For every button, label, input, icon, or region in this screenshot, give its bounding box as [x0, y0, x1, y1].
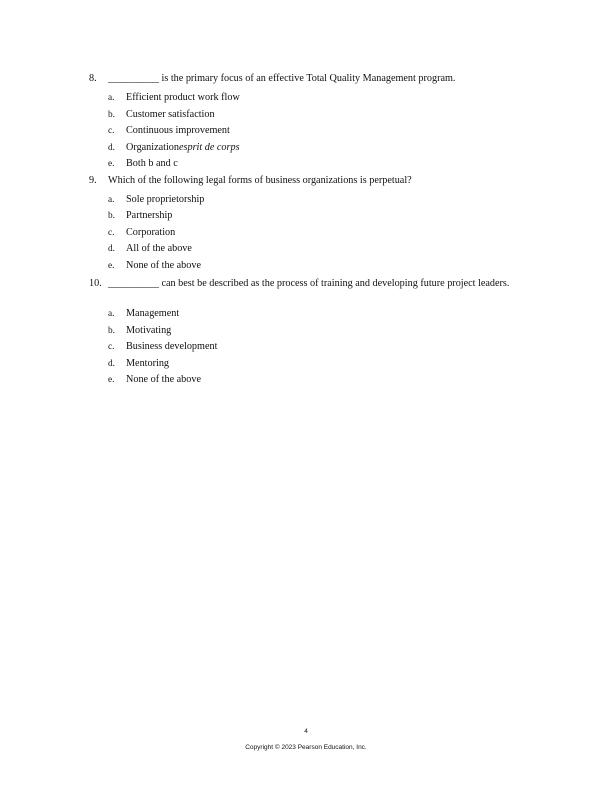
- option-letter: a.: [108, 309, 115, 319]
- option-letter: e.: [108, 260, 115, 271]
- copyright-notice: Copyright © 2023 Pearson Education, Inc.: [245, 744, 367, 751]
- option-e: [108, 373, 201, 386]
- question-number: 9.: [89, 175, 97, 186]
- option-text: Corporation: [126, 226, 176, 238]
- option-b: [108, 324, 171, 337]
- option-text-italic: esprit de corps: [179, 141, 240, 153]
- question-8: [89, 73, 529, 86]
- option-text: Sole proprietorship: [126, 193, 205, 205]
- option-text: All of the above: [126, 243, 192, 254]
- option-text: Efficient product work flow: [126, 92, 240, 103]
- question-stem: Which of the following legal forms of business organizations is perpetual?: [108, 175, 412, 186]
- option-d: [108, 357, 169, 370]
- option-a: [108, 307, 179, 320]
- option-text: Customer satisfaction: [126, 108, 215, 120]
- option-text: Management: [126, 308, 180, 319]
- option-letter: d.: [108, 142, 115, 153]
- option-letter: c.: [108, 227, 115, 238]
- option-letter: b.: [108, 109, 115, 120]
- option-text: Both b and c: [126, 158, 178, 169]
- option-b: [108, 108, 215, 121]
- option-text: None of the above: [126, 374, 201, 385]
- option-c: [108, 124, 230, 137]
- option-letter: a.: [108, 194, 115, 205]
- option-letter: c.: [108, 126, 115, 136]
- option-letter: d.: [108, 244, 115, 254]
- option-text: Mentoring: [126, 357, 170, 369]
- question-number: 10.: [89, 278, 102, 289]
- option-e: [108, 157, 178, 170]
- question-number: 8.: [89, 73, 97, 84]
- page-number: 4: [304, 728, 308, 735]
- option-letter: b.: [108, 211, 115, 221]
- option-e: [108, 259, 201, 272]
- option-text: Partnership: [126, 210, 173, 221]
- option-text: Continuous improvement: [126, 125, 230, 136]
- option-letter: d.: [108, 358, 115, 369]
- option-letter: e.: [108, 375, 115, 385]
- option-a: [108, 91, 240, 104]
- option-d: [108, 242, 192, 255]
- question-10: [89, 278, 519, 291]
- option-text: Organization: [126, 141, 179, 153]
- option-letter: b.: [108, 325, 115, 336]
- option-d: [108, 141, 240, 154]
- option-a: [108, 193, 204, 206]
- option-text: None of the above: [126, 259, 201, 271]
- option-b: [108, 209, 172, 222]
- option-text: Motivating: [126, 324, 172, 336]
- question-stem: __________ is the primary focus of an effective Total Quality Management program.: [108, 73, 456, 84]
- option-letter: e.: [108, 159, 115, 169]
- question-9: [89, 175, 529, 188]
- option-letter: a.: [108, 93, 115, 103]
- option-text: Business development: [126, 341, 218, 352]
- option-letter: c.: [108, 342, 115, 352]
- question-stem: __________ can best be described as the process of training and developing future project leaders.: [108, 278, 510, 289]
- option-c: [108, 226, 175, 239]
- option-c: [108, 340, 217, 353]
